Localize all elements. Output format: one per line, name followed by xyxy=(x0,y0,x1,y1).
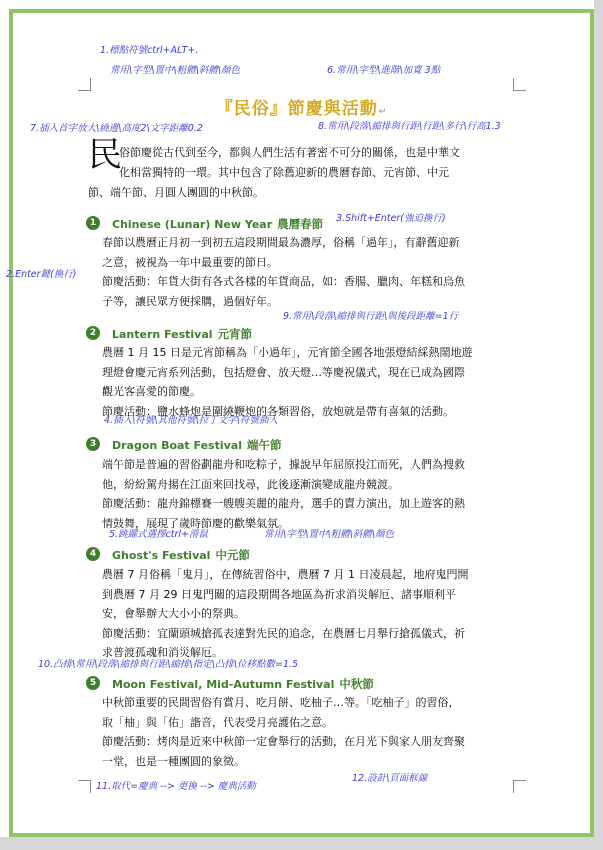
section-title-zh: 中元節 xyxy=(215,548,250,562)
document-title xyxy=(0,94,603,119)
margin-mark-top-right xyxy=(513,78,526,91)
body-line: 節慶活動：烤肉是近來中秋節一定會舉行的活動，在月光下與家人朋友齊聚 xyxy=(102,735,465,748)
body-line: 之意，被視為一年中最重要的節日。 xyxy=(102,255,278,269)
body-line: 理燈會慶元宵系列活動，包括燈會、放天燈…等慶祝儀式，現在已成為國際 xyxy=(102,365,465,379)
section-number-badge: 5 xyxy=(86,676,100,690)
body-line: 節慶活動：年貨大街有各式各樣的年貨商品，如：香腸、臘肉、年糕和烏魚 xyxy=(102,275,465,288)
section-body-4 xyxy=(102,565,517,663)
note-6: 6.常用\字型\進階\加寬 3點 xyxy=(327,65,441,76)
section-heading-3 xyxy=(86,437,282,454)
body-line: 取「柚」與「佑」諧音，代表受月亮護佑之意。 xyxy=(102,715,333,729)
scrollbar-track[interactable] xyxy=(594,0,603,850)
paragraph-mark-icon: ↵ xyxy=(378,107,388,117)
section-title-en: Chinese (Lunar) New Year xyxy=(112,218,273,231)
document-title-text: 『民俗』節慶與活動 xyxy=(215,99,378,119)
note-5: 5.跳躍式選擇ctrl+滑鼠 xyxy=(109,529,209,540)
body-line: 一堂，也是一種團圓的象徵。 xyxy=(102,754,245,768)
note-12: 12.設計\頁面框線 xyxy=(352,773,428,784)
drop-cap: 民 xyxy=(88,135,122,175)
section-heading-5 xyxy=(86,676,374,693)
section-heading-4 xyxy=(86,547,250,564)
section-title-zh: 農曆春節 xyxy=(277,217,324,231)
section-number-badge: 4 xyxy=(86,547,100,561)
body-line: 節慶活動：鹽水蜂炮是圍繞鞭炮的各類習俗，放炮就是帶有喜氣的活動。 xyxy=(102,404,454,418)
margin-mark-bottom-right xyxy=(513,780,526,793)
body-line: 子等，讓民眾方便採購，過個好年。 xyxy=(102,294,278,308)
intro-line-2: 化相當獨特的一環。其中包含了除舊迎新的農曆春節、元宵節、中元 xyxy=(119,166,449,179)
note-8: 8.常用\段落\縮排與行距\行距\多行\行高1.3 xyxy=(318,121,501,132)
section-heading-2 xyxy=(86,326,252,343)
note-2: 2.Enter鍵(換行) xyxy=(6,269,77,280)
body-line: 觀光客喜愛的節慶。 xyxy=(102,385,201,398)
note-3: 3.Shift+Enter(強迫換行) xyxy=(336,213,446,224)
intro-line-3: 節、端午節、月圓人團圓的中秋節。 xyxy=(88,186,264,199)
note-1b: 常用\字型\置中\粗體\斜體\顏色 xyxy=(110,65,241,76)
section-number-badge: 3 xyxy=(86,437,100,451)
body-line: 到農曆 7 月 29 日鬼門關的這段期間各地區為祈求消災解厄、諸事順利平 xyxy=(102,587,456,601)
section-heading-1 xyxy=(86,216,323,233)
note-11: 11.取代=慶典 --> 更換 --> 慶典活動 xyxy=(96,781,256,792)
section-title-zh: 中秋節 xyxy=(339,677,374,691)
section-body-1 xyxy=(102,233,517,311)
section-number-badge: 1 xyxy=(86,216,100,230)
body-line: 節慶活動：宜蘭頭城搶孤表達對先民的追念，在農曆七月舉行搶孤儀式，祈 xyxy=(102,626,465,640)
note-1: 1.標點符號ctrl+ALT+. xyxy=(100,45,199,56)
body-line: 節慶活動：龍舟錦標賽一艘艘美麗的龍舟，選手的賣力演出，加上遊客的熱 xyxy=(102,497,465,510)
margin-mark-bottom-left xyxy=(78,780,91,793)
body-line: 中秋節重要的民間習俗有賞月、吃月餅、吃柚子…等。「吃柚子」的習俗， xyxy=(102,696,460,709)
section-number-badge: 2 xyxy=(86,326,100,340)
section-title-zh: 端午節 xyxy=(247,438,282,452)
body-line: 安，會舉辦大大小小的祭典。 xyxy=(102,607,245,620)
margin-mark-top-left xyxy=(78,78,91,91)
body-line: 農曆 7 月俗稱「鬼月」，在傳統習俗中，農曆 7 月 1 日凌晨起，地府鬼門開 xyxy=(102,568,469,581)
body-line: 春節以農曆正月初一到初五這段期間最為濃厚，俗稱「過年」，有辭舊迎新 xyxy=(102,236,460,249)
section-title-en: Dragon Boat Festival xyxy=(112,439,242,452)
section-title-en: Moon Festival, Mid-Autumn Festival xyxy=(112,678,335,691)
status-strip xyxy=(0,837,603,850)
intro-line-1: 俗節慶從古代到至今，都與人們生活有著密不可分的關係，也是中華文 xyxy=(119,146,460,159)
note-4: 4.插入\符號\其他符號\拉丁文字\符號插入 xyxy=(104,415,278,426)
section-body-5 xyxy=(102,693,517,771)
intro-paragraph xyxy=(88,143,519,203)
body-line: 端午節是普遍的習俗劃龍舟和吃粽子，據說早年屈原投江而死，人們為搜救 xyxy=(102,458,465,471)
body-line: 求普渡孤魂和消災解厄。 xyxy=(102,646,223,659)
section-title-en: Ghost's Festival xyxy=(112,549,211,562)
note-7: 7.插入首字放大\繞邊\高度2\文字距離0.2 xyxy=(30,123,203,134)
body-line: 他，紛紛駕舟揚在江面來回找尋，此後逐漸演變成龍舟競渡。 xyxy=(102,477,399,491)
section-title-zh: 元宵節 xyxy=(217,327,253,341)
note-5b: 常用\字型\置中\粗體\斜體\顏色 xyxy=(264,529,395,540)
note-9: 9.常用\段落\縮排與行距\與後段距離=1行 xyxy=(283,311,459,322)
section-body-2 xyxy=(102,343,517,421)
section-title-en: Lantern Festival xyxy=(112,328,213,341)
body-line: 農曆 1 月 15 日是元宵節稱為「小過年」，元宵節全國各地張燈結綵熱鬧地遊 xyxy=(102,346,473,359)
note-10: 10.凸排\常用\段落\縮排與行距\縮排\指定\凸排\位移點數=1.5 xyxy=(38,659,299,670)
section-body-3 xyxy=(102,455,517,533)
body-line: 情鼓舞，展現了歲時節慶的歡樂氣氛。 xyxy=(102,516,289,530)
